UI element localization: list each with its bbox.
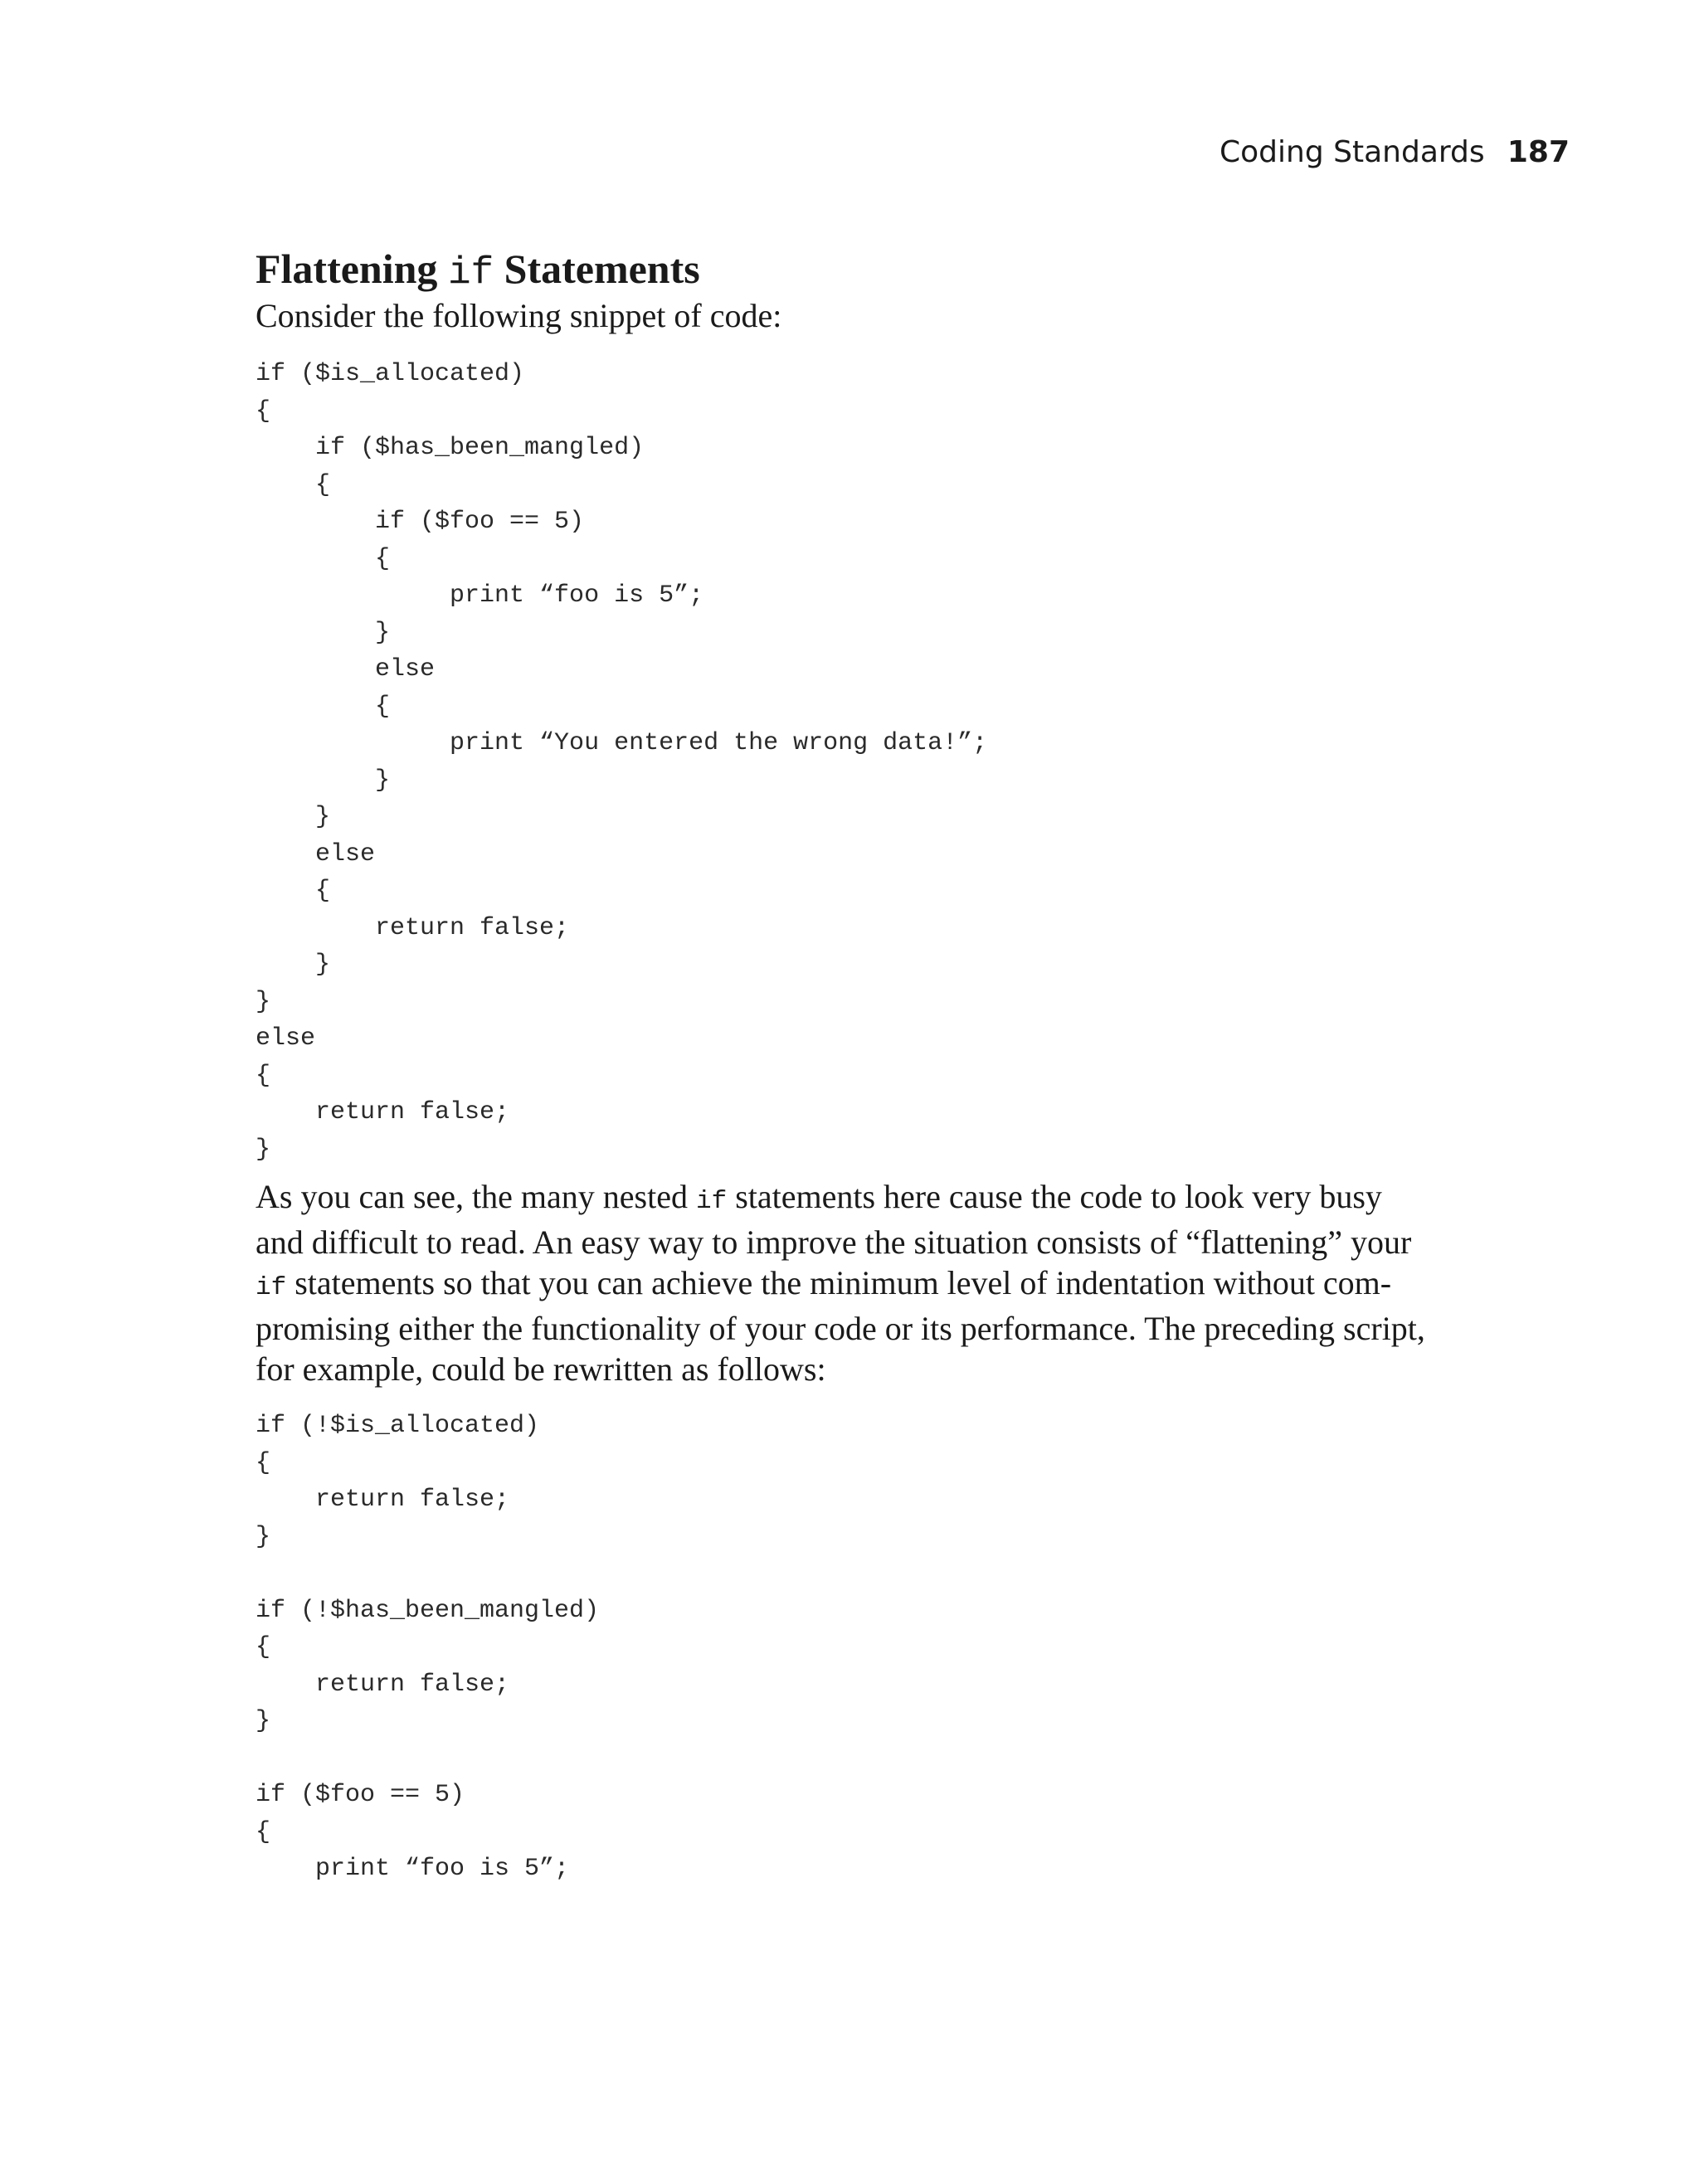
paragraph-text: statements here cause the code to look very busy: [727, 1178, 1382, 1215]
paragraph-line: for example, could be rewritten as follows:: [256, 1350, 826, 1388]
paragraph-line: promising either the functionality of your code or its performance. The preceding script,: [256, 1310, 1425, 1347]
inline-code-keyword: if: [256, 1273, 287, 1302]
heading-code-keyword: if: [447, 251, 494, 294]
paragraph-text: As you can see, the many nested: [256, 1178, 696, 1215]
running-head-section-title: Coding Standards: [1219, 135, 1485, 169]
heading-text-after: Statements: [494, 246, 700, 292]
intro-paragraph: Consider the following snippet of code:: [256, 297, 782, 334]
inline-code-keyword: if: [695, 1187, 728, 1216]
code-block-flattened: if (!$is_allocated) { return false; } if (!$has_been_mangled) { return false; } if ($foo == 5) { print “foo is 5”;: [256, 1412, 600, 1883]
paragraph-line: and difficult to read. An easy way to improve the situation consists of “flattening” your: [256, 1223, 1412, 1261]
page-body: [256, 242, 1458, 1888]
paragraph-text: statements so that you can achieve the minimum level of indentation without com-: [286, 1264, 1392, 1301]
section-heading: [256, 242, 1458, 295]
running-head: [1219, 133, 1570, 173]
explanation-paragraph: [256, 1176, 1458, 1389]
code-block-nested: if ($is_allocated) { if ($has_been_mangled) { if ($foo == 5) { print “foo is 5”; } else { print “You entered the wrong data!”; } } else { return false; } } else { return false; }: [256, 360, 988, 1164]
paragraph-line: [256, 1176, 1458, 1222]
heading-text-before: Flattening: [256, 246, 448, 292]
paragraph-line: [256, 1262, 1458, 1308]
page-number: 187: [1507, 135, 1570, 169]
